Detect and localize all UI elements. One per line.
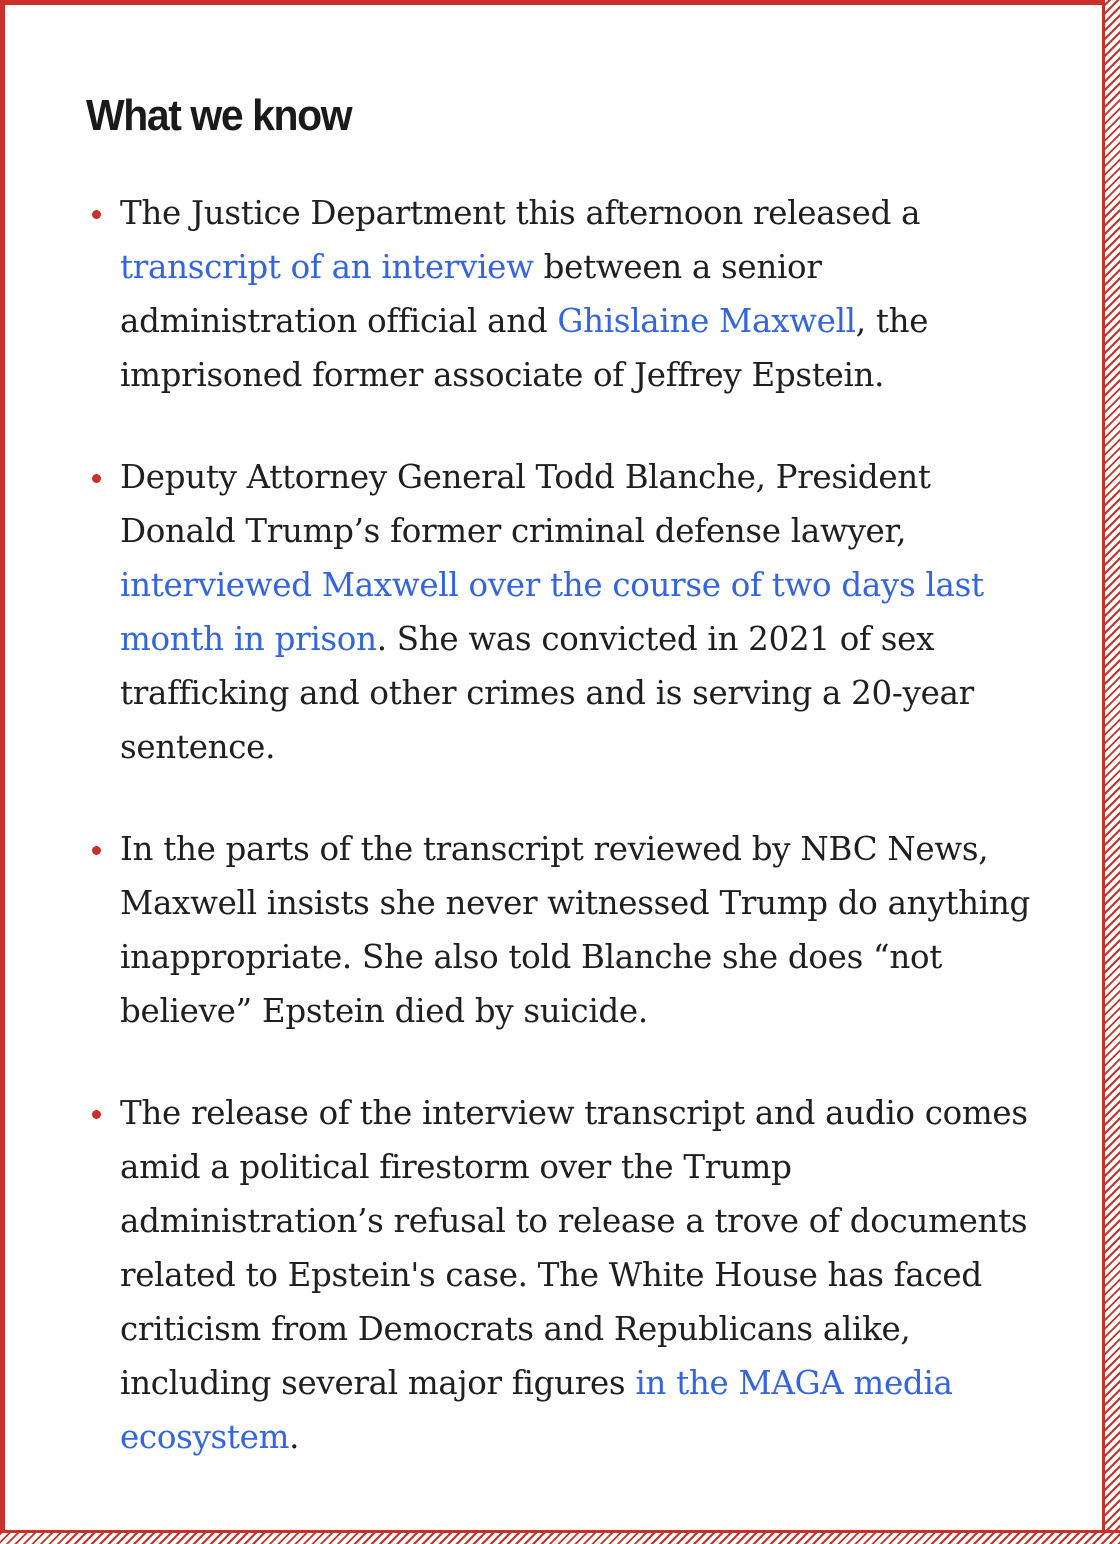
bullet-dot-icon xyxy=(92,210,101,219)
card-border-bottom-hatched xyxy=(0,1530,1120,1544)
card-border-left xyxy=(0,0,5,1544)
bullet-dot-icon xyxy=(92,846,101,855)
bullet-text: , the imprisoned former associate of Jeffrey Epstein. xyxy=(120,302,929,394)
bullet-dot-icon xyxy=(92,1110,101,1119)
interview-in-prison-link[interactable]: interviewed Maxwell over the course of two days last month in prison xyxy=(120,566,984,658)
bullet-text: . She was convicted in 2021 of sex trafficking and other crimes and is serving a 20-year sentence. xyxy=(120,620,974,766)
ghislaine-maxwell-link[interactable]: Ghislaine Maxwell xyxy=(557,302,856,340)
bullet-item-release xyxy=(86,186,1036,402)
card-heading: What we know xyxy=(86,91,352,140)
bullet-list xyxy=(86,186,1036,1464)
card-border-top xyxy=(0,0,1120,5)
card-content xyxy=(86,86,1036,1512)
bullet-text: between a senior administration official and xyxy=(120,248,822,340)
bullet-item-blanche xyxy=(86,450,1036,774)
card-border-right-hatched xyxy=(1102,0,1120,1544)
maga-media-ecosystem-link[interactable]: in the MAGA media ecosystem xyxy=(120,1364,953,1456)
bullet-text: Deputy Attorney General Todd Blanche, President Donald Trump’s former criminal defense lawyer, xyxy=(120,458,931,550)
bullet-text: . xyxy=(289,1418,300,1456)
transcript-link[interactable]: transcript of an interview xyxy=(120,248,534,286)
bullet-item-transcript-review xyxy=(86,822,1036,1038)
bullet-text: The release of the interview transcript and audio comes amid a political firestorm over the Trump administration’s refusal to release a trove of documents related to Epstein's case. The White House has faced criticism from Democrats and Republicans alike, including several major figures xyxy=(120,1094,1028,1402)
bullet-item-firestorm xyxy=(86,1086,1036,1464)
bullet-text: The Justice Department this afternoon released a xyxy=(120,194,921,232)
bullet-dot-icon xyxy=(92,474,101,483)
bullet-text: In the parts of the transcript reviewed by NBC News, Maxwell insists she never witnessed Trump do anything inappropriate. She also told Blanche she does “not believe” Epstein died by suicide. xyxy=(120,830,1030,1030)
